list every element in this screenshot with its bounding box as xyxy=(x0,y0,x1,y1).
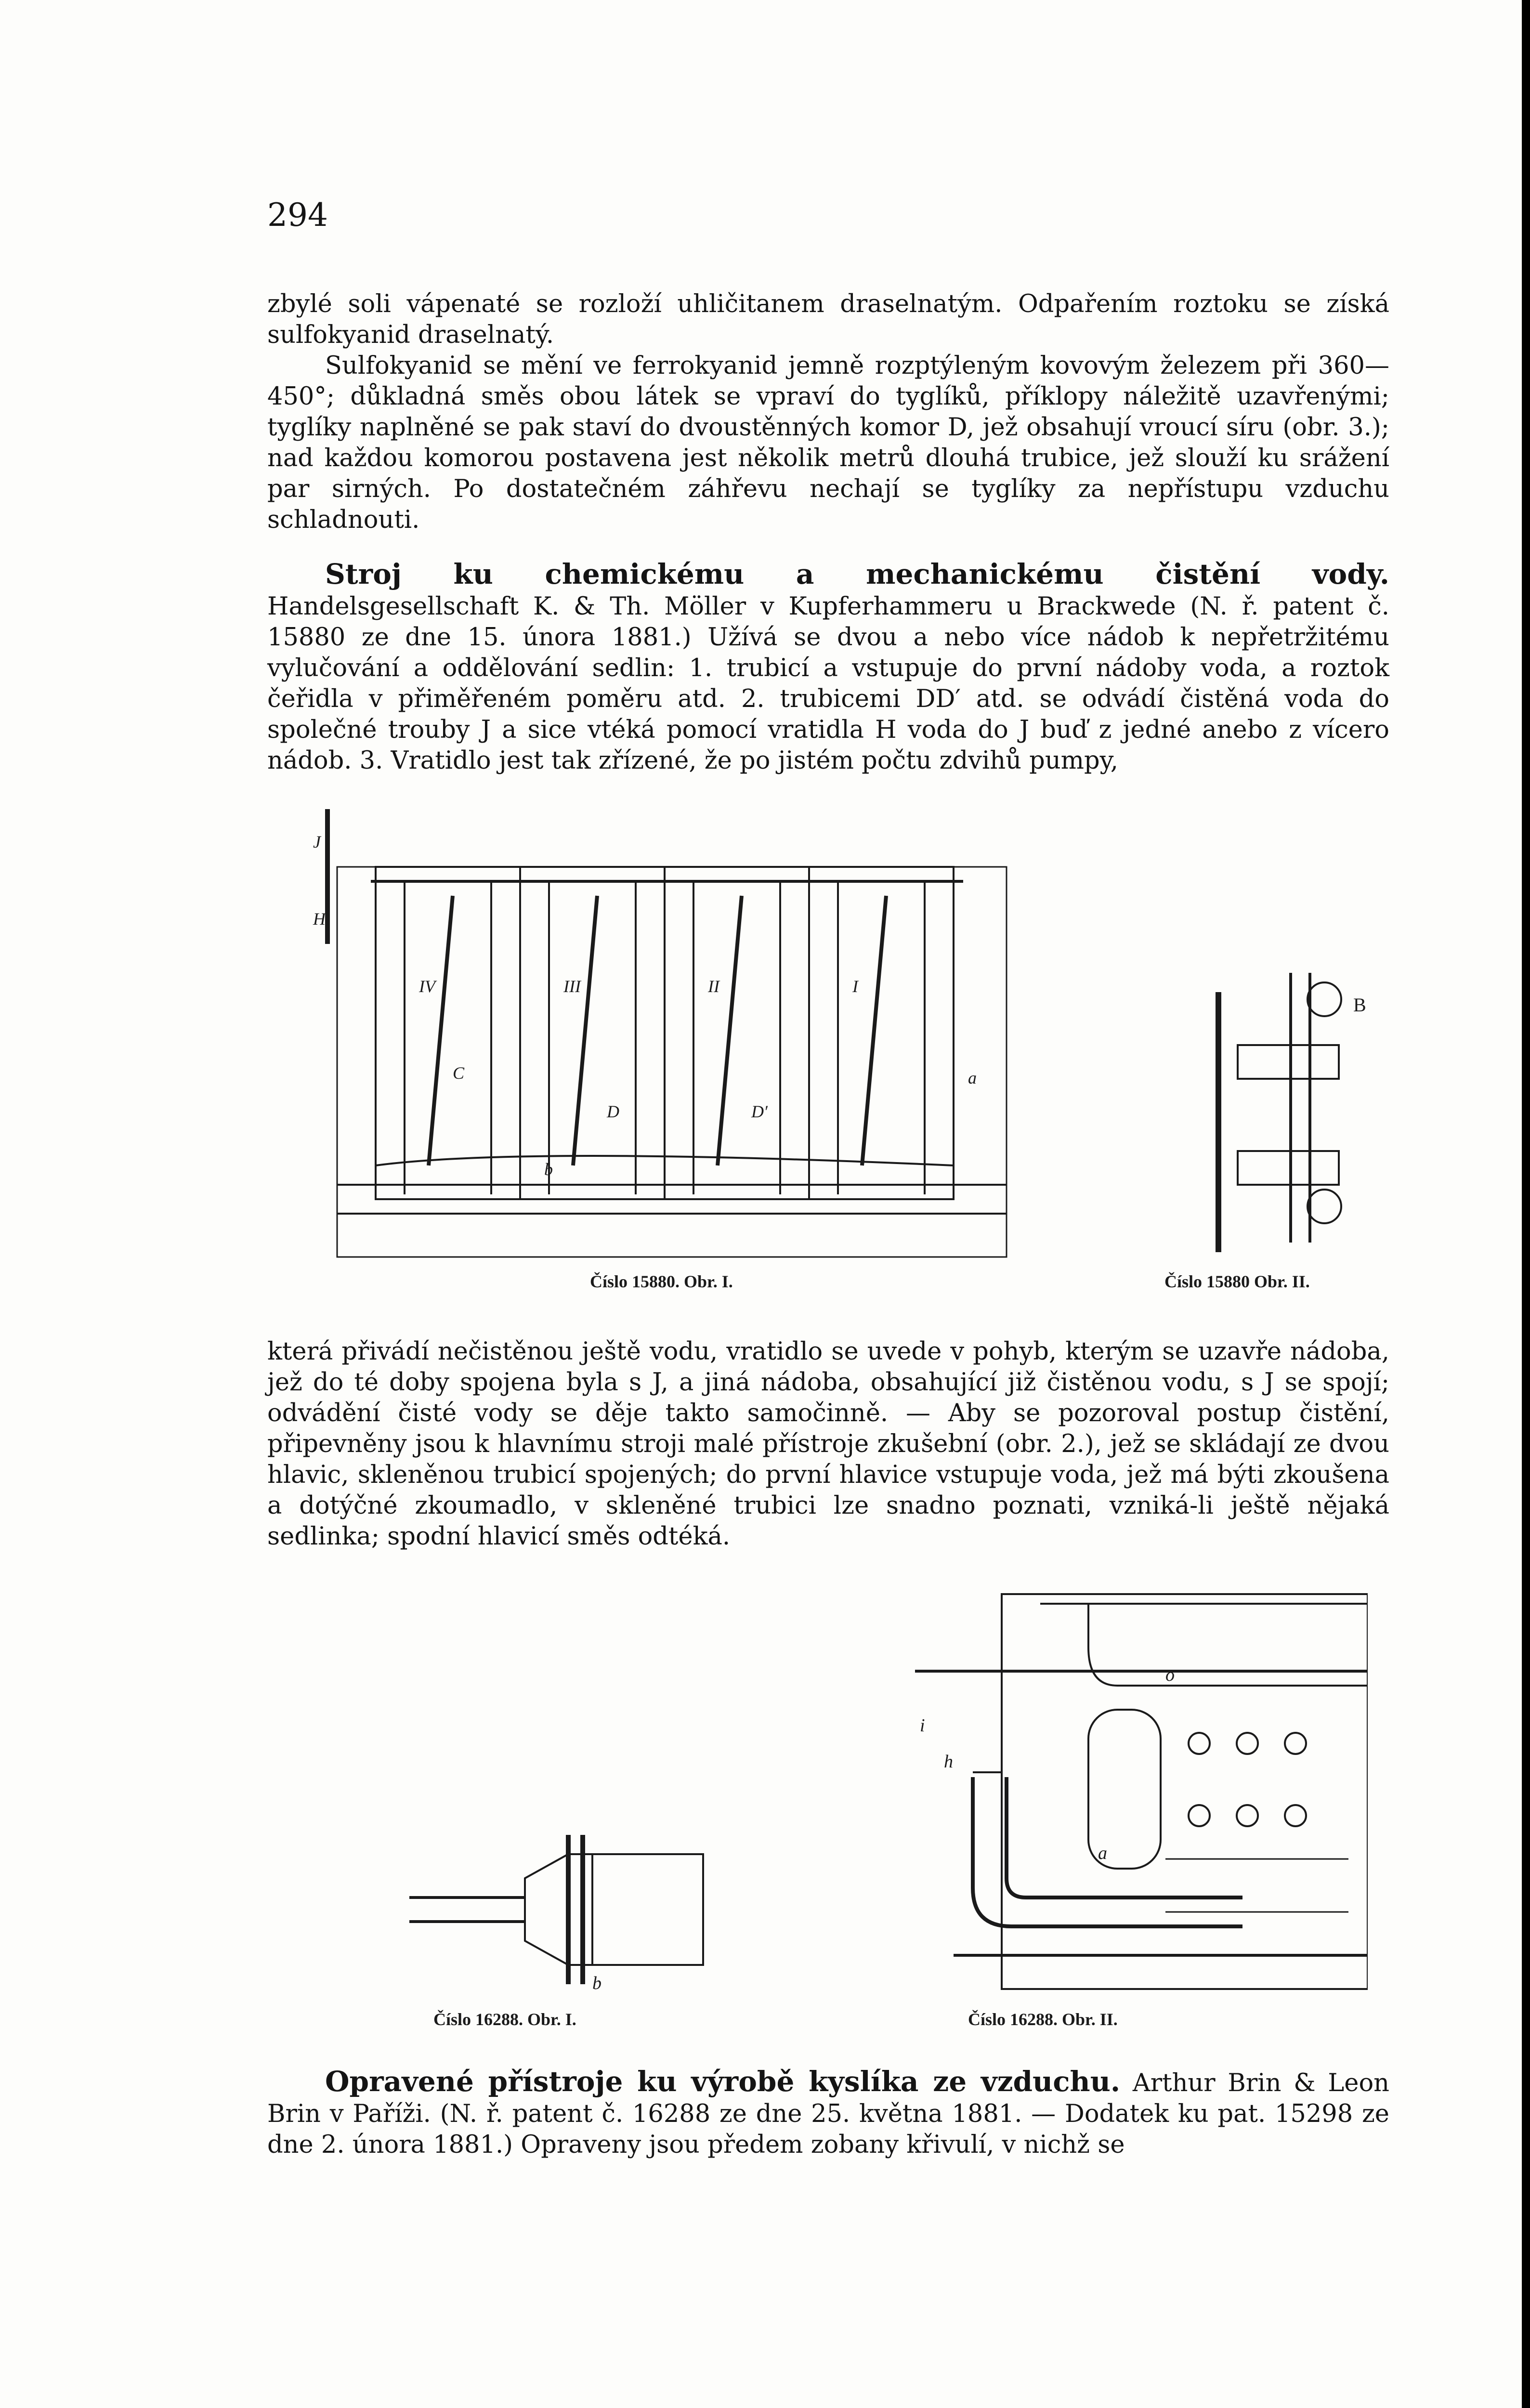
section-2-title: Opravené přístroje ku výrobě kyslíka ze vzduchu. xyxy=(325,2065,1121,2098)
fig1-label-ii: II xyxy=(708,977,719,996)
paragraph-2-text: Sulfokyanid se mění ve ferrokyanid jemně rozptýleným kovovým železem při 360—450°; důkladná směs obou látek se vpraví do tyglíků, příklopy náležitě uzavřenými; tyglíky naplněné se pak staví do dvoustěnných komor D, jež obsahují vroucí síru (obr. 3.); nad každou komorou postavena jest několik metrů dlouhá trubice, jež slouží ku srážení par sirných. Po dostatečném záhřevu nechají se tyglíky za nepřístupu vzduchu schladnouti. xyxy=(267,352,1389,534)
fig4-label-h: h xyxy=(944,1752,953,1772)
figure-water-purifier-obr-1 xyxy=(308,809,1011,1267)
fig1-label-iv: IV xyxy=(419,977,435,996)
figure-1-caption: Číslo 15880. Obr. I. xyxy=(590,1272,733,1291)
fig1-label-i: I xyxy=(852,977,858,996)
figure-2-caption: Číslo 15880 Obr. II. xyxy=(1164,1272,1310,1291)
figure-test-apparatus-obr-2 xyxy=(1194,963,1397,1262)
page-number: 294 xyxy=(267,196,328,234)
figure-retort-nozzle-obr-1 xyxy=(409,1825,713,2003)
fig4-label-a: a xyxy=(1098,1843,1107,1863)
fig1-label-d: D xyxy=(607,1102,619,1121)
fig1-label-c: C xyxy=(453,1063,465,1083)
fig1-label-d-prime: D′ xyxy=(751,1102,768,1121)
fig3-label-b: b xyxy=(592,1973,602,1993)
paragraph-1: zbylé soli vápenaté se rozloží uhličitanem draselnatým. Odpařením roztoku se získá sulfokyanid draselnatý. xyxy=(267,290,1389,349)
figure-3-caption: Číslo 16288. Obr. I. xyxy=(433,2010,576,2029)
fig1-label-j: J xyxy=(313,832,321,851)
fig1-label-b: b xyxy=(544,1160,553,1179)
scan-edge xyxy=(1522,0,1530,2408)
section-2-text: Arthur Brin & Leon Brin v Paříži. (N. ř. patent č. 16288 ze dne 25. května 1881. — Dodatek ku pat. 15298 ze dne 2. února 1881.) Opraveny jsou předem zobany křivulí, v nichž se xyxy=(267,2069,1390,2159)
figure-retort-section-obr-2 xyxy=(915,1589,1368,2008)
fig1-label-a: a xyxy=(968,1068,977,1087)
fig4-label-o: o xyxy=(1165,1665,1175,1685)
fig1-label-iii: III xyxy=(563,977,581,996)
section-1-text: Handelsgesellschaft K. & Th. Möller v Kupferhammeru u Brackwede (N. ř. patent č. 15880 ze dne 15. února 1881.) Užívá se dvou a nebo více nádob k nepřetržitému vylučování a oddělování sedlin: 1. trubicí a vstupuje do první nádoby voda, a roztok čeřidla v přiměřeném poměru atd. 2. trubicemi DD′ atd. se odvádí čistěná voda do společné trouby J a sice vtéká pomocí vratidla H voda do J buď z jedné anebo z vícero nádob. 3. Vratidlo jest tak zřízené, že po jistém počtu zdvihů pumpy, xyxy=(267,592,1389,775)
figure-4-caption: Číslo 16288. Obr. II. xyxy=(968,2010,1118,2029)
paragraph-2 xyxy=(267,351,1389,536)
fig4-label-i: i xyxy=(920,1715,925,1736)
section-water-purification xyxy=(267,559,1389,776)
section-oxygen-apparatus xyxy=(267,2066,1389,2160)
fig2-label-b: B xyxy=(1353,994,1366,1016)
fig1-label-h: H xyxy=(313,909,326,929)
paragraph-3: která přivádí nečistěnou ještě vodu, vratidlo se uvede v pohyb, kterým se uzavře nádoba, jež do té doby spojena byla s J, a jiná nádoba, obsahující již čistěnou vodu, s J se spojí; odvádění čisté vody se děje takto samočinně. — Aby se pozoroval postup čistění, připevněny jsou k hlavnímu stroji malé přístroje zkušební (obr. 2.), jež se skládají ze dvou hlavic, skleněnou trubicí spojených; do první hlavice vstupuje voda, jež má býti zkoušena a dotýčné zkoumadlo, v skleněné trubici lze snadno poznati, vzniká-li ještě nějaká sedlinka; spodní hlavicí směs odtéká. xyxy=(267,1337,1389,1551)
section-1-title: Stroj ku chemickému a mechanickému čistění vody. xyxy=(325,558,1389,590)
